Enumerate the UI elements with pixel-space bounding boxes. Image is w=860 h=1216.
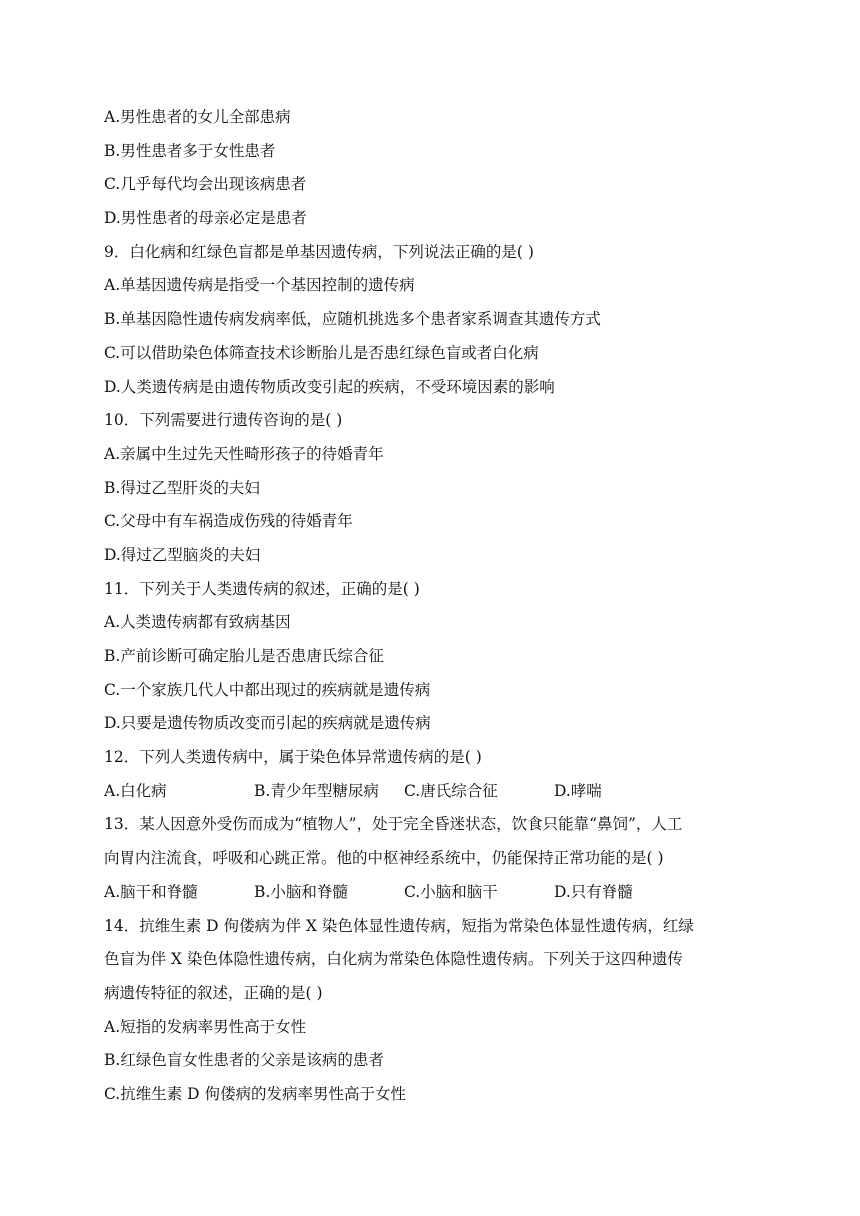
q11-option-d: D.只要是遗传物质改变而引起的疾病就是遗传病 bbox=[104, 714, 431, 733]
q13-option-b: B.小脑和脊髓 bbox=[254, 882, 348, 901]
question-content bbox=[104, 101, 764, 1112]
q12-option-c: C.唐氏综合征 bbox=[404, 781, 498, 800]
q10-option-c: C.父母中有车祸造成伤残的待婚青年 bbox=[104, 512, 353, 531]
q10-option-b: B.得过乙型肝炎的夫妇 bbox=[104, 478, 260, 497]
q14-stem-line-2: 色盲为伴 X 染色体隐性遗传病，白化病为常染色体隐性遗传病。下列关于这四种遗传 bbox=[104, 950, 683, 969]
q10-stem: 10．下列需要进行遗传咨询的是( ) bbox=[104, 411, 343, 430]
q11-stem: 11．下列关于人类遗传病的叙述，正确的是( ) bbox=[104, 579, 420, 598]
q12-option-d: D.哮喘 bbox=[554, 781, 602, 800]
q14-stem-line-3: 病遗传特征的叙述，正确的是( ) bbox=[104, 983, 323, 1002]
q10-option-a: A.亲属中生过先天性畸形孩子的待婚青年 bbox=[104, 444, 384, 463]
q9-option-b: B.单基因隐性遗传病发病率低，应随机挑选多个患者家系调查其遗传方式 bbox=[104, 310, 601, 329]
q11-option-a: A.人类遗传病都有致病基因 bbox=[104, 613, 291, 632]
q11-option-b: B.产前诊断可确定胎儿是否患唐氏综合征 bbox=[104, 647, 384, 665]
q13-stem-line-2: 向胃内注流食，呼吸和心跳正常。他的中枢神经系统中，仍能保持正常功能的是( ) bbox=[104, 849, 664, 868]
q9-option-d: D.人类遗传病是由遗传物质改变引起的疾病，不受环境因素的影响 bbox=[104, 377, 555, 396]
q9-stem: 9．白化病和红绿色盲都是单基因遗传病，下列说法正确的是( ) bbox=[104, 242, 534, 261]
q9-option-c: C.可以借助染色体筛查技术诊断胎儿是否患红绿色盲或者白化病 bbox=[104, 343, 539, 362]
q10-option-d: D.得过乙型脑炎的夫妇 bbox=[104, 545, 261, 564]
q8-option-c: C.几乎每代均会出现该病患者 bbox=[104, 175, 307, 194]
q8-option-a: A.男性患者的女儿全部患病 bbox=[104, 108, 291, 126]
q13-option-c: C.小脑和脑干 bbox=[404, 882, 498, 901]
q12-option-b: B.青少年型糖尿病 bbox=[254, 781, 379, 800]
q12-options-row bbox=[104, 775, 764, 809]
q8-option-b: B.男性患者多于女性患者 bbox=[104, 141, 276, 160]
q9-option-a: A.单基因遗传病是指受一个基因控制的遗传病 bbox=[104, 276, 415, 295]
q8-option-d: D.男性患者的母亲必定是患者 bbox=[104, 209, 307, 228]
q13-stem-line-1: 13．某人因意外受伤而成为“植物人”，处于完全昏迷状态，饮食只能靠“鼻饲”，人工 bbox=[104, 815, 683, 834]
q14-option-b: B.红绿色盲女性患者的父亲是该病的患者 bbox=[104, 1051, 384, 1070]
q14-stem-line-1: 14．抗维生素 D 佝偻病为伴 X 染色体显性遗传病，短指为常染色体显性遗传病，红绿 bbox=[104, 916, 694, 935]
q13-option-a: A.脑干和脊髓 bbox=[104, 882, 198, 901]
q11-option-c: C.一个家族几代人中都出现过的疾病就是遗传病 bbox=[104, 680, 431, 699]
q12-stem: 12．下列人类遗传病中，属于染色体异常遗传病的是( ) bbox=[104, 748, 482, 767]
q13-options-row bbox=[104, 876, 764, 910]
q14-option-c: C.抗维生素 D 佝偻病的发病率男性高于女性 bbox=[104, 1084, 407, 1103]
q13-option-d: D.只有脊髓 bbox=[554, 882, 633, 901]
q12-option-a: A.白化病 bbox=[104, 781, 167, 800]
q14-option-a: A.短指的发病率男性高于女性 bbox=[104, 1017, 307, 1036]
